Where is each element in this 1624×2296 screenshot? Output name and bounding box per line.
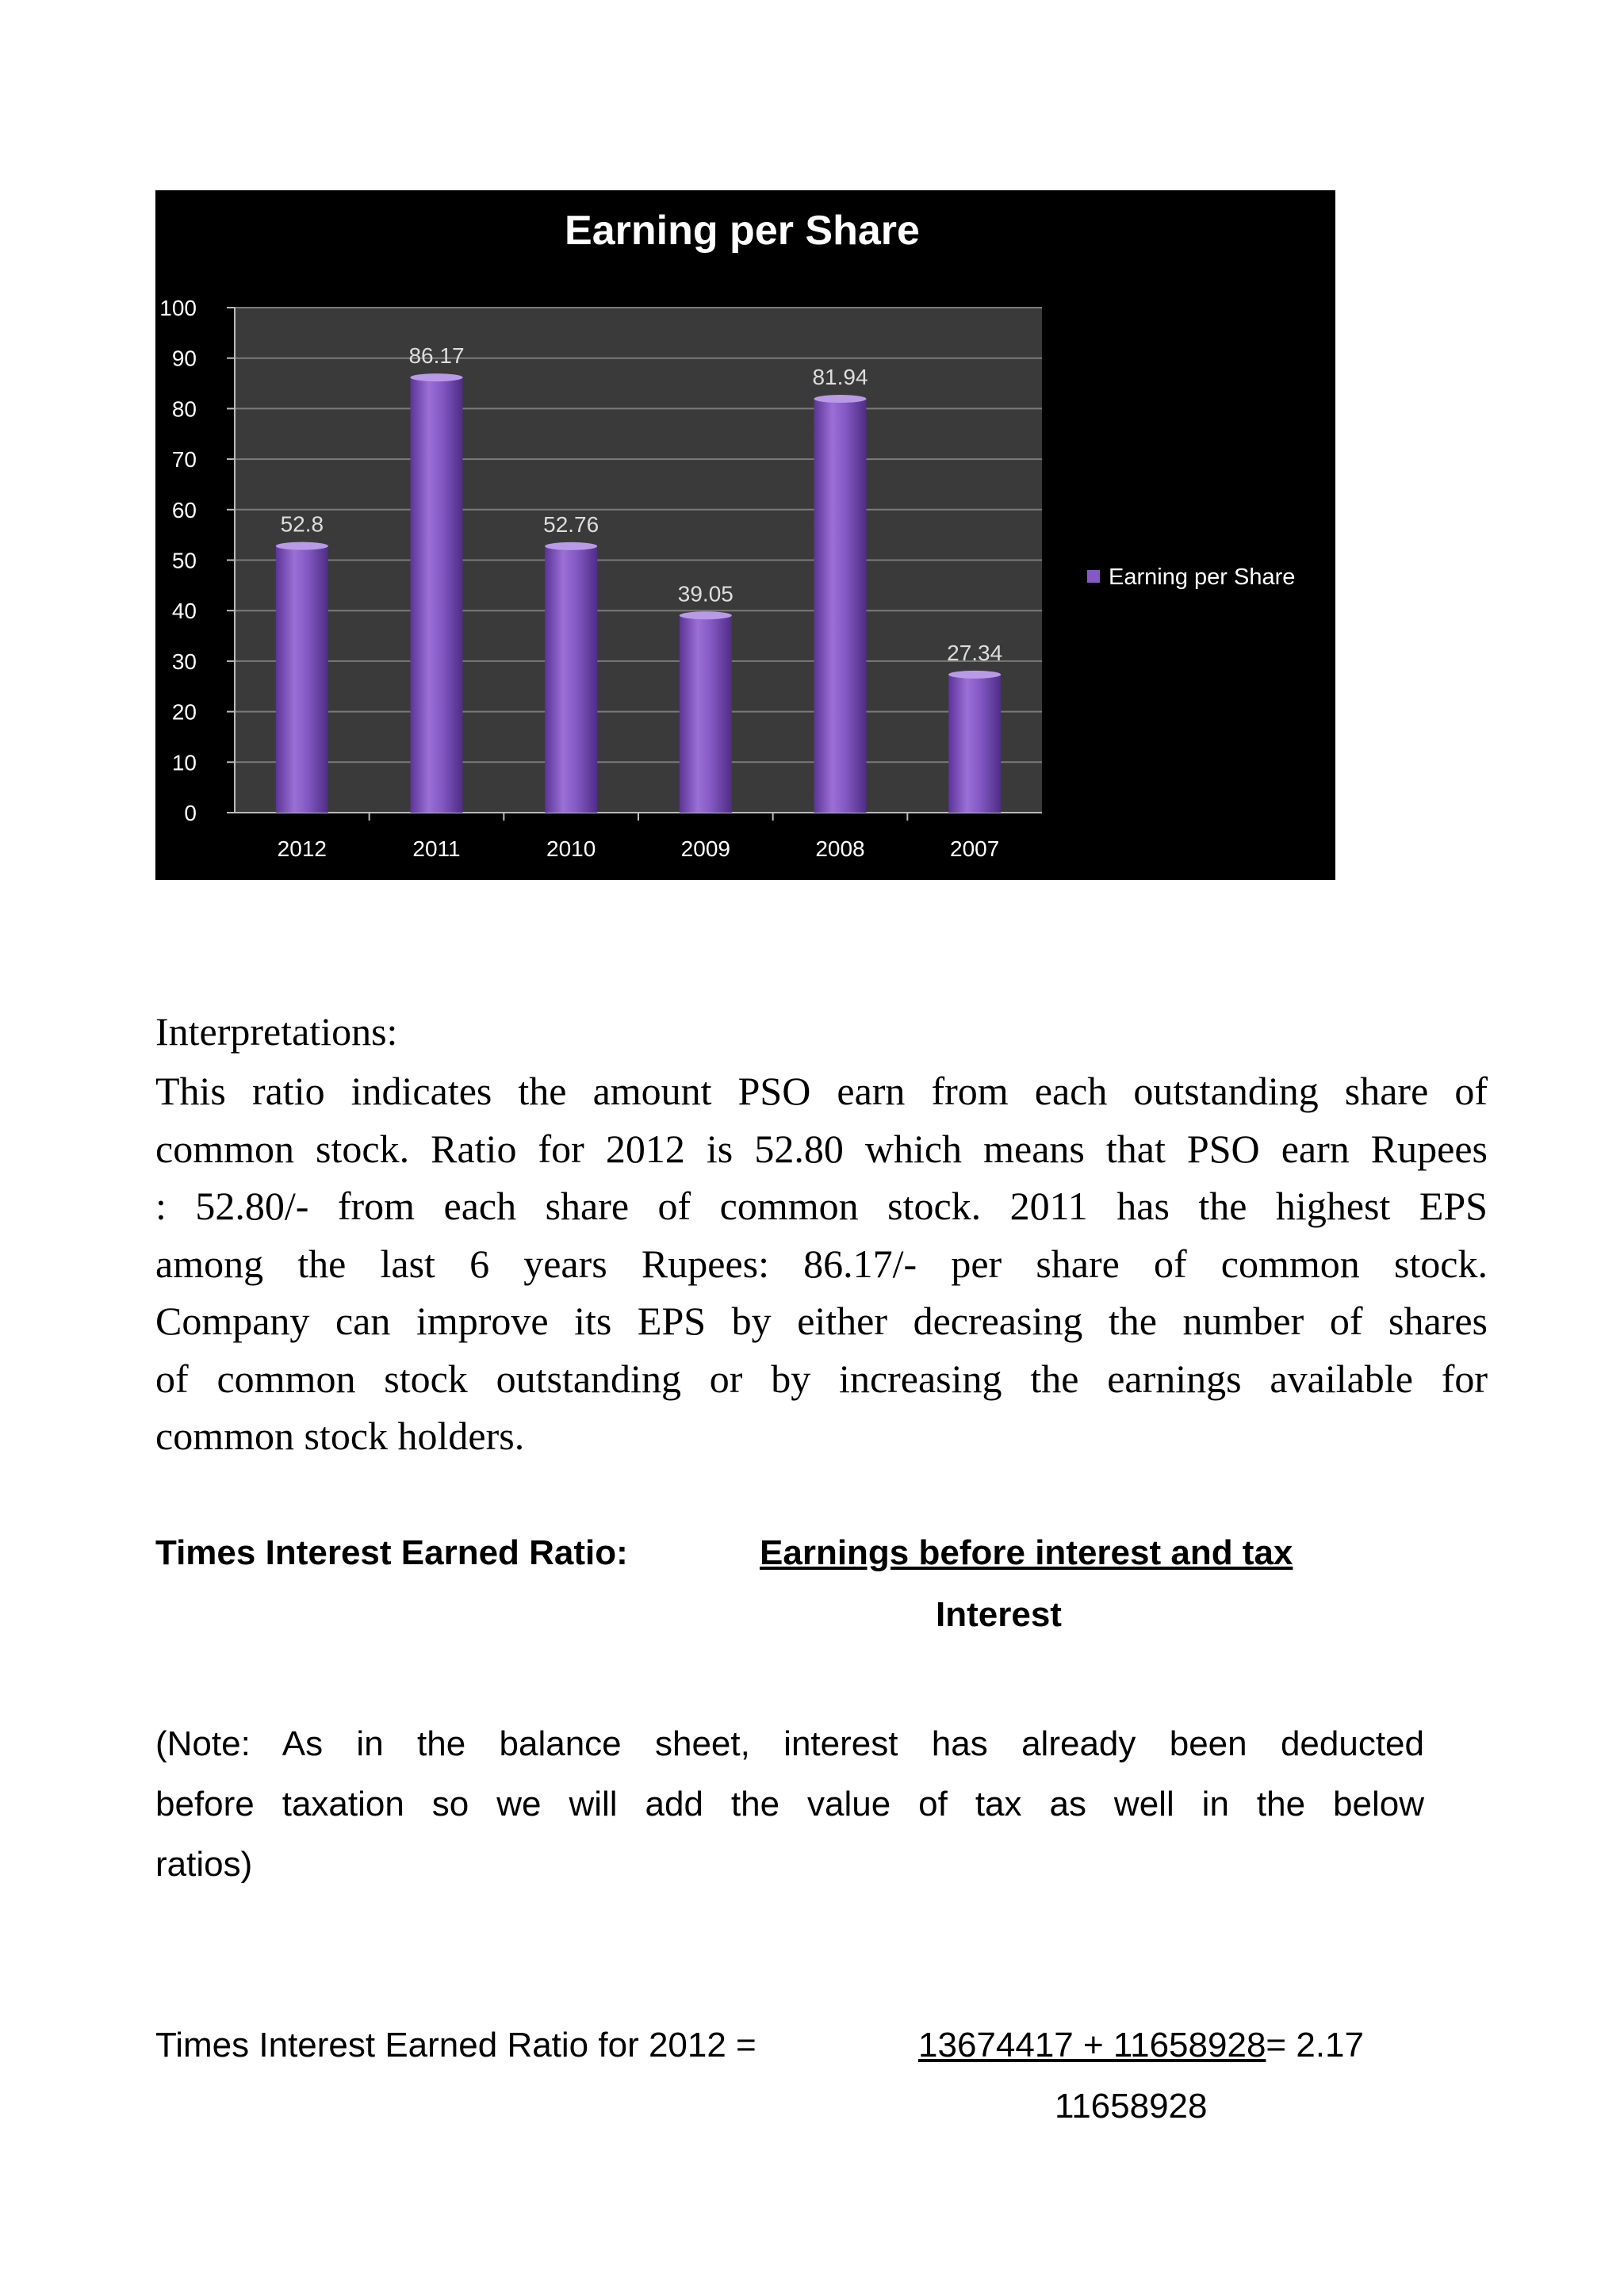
data-label: 52.8	[280, 511, 324, 537]
paragraph-line: Company can improve its EPS by either decreasing the number of shares	[155, 1299, 1488, 1343]
calc-denominator: 11658928	[1055, 2087, 1208, 2126]
bar-cap	[276, 542, 328, 550]
bar-cap	[680, 611, 732, 619]
bar	[276, 546, 328, 813]
note-line: before taxation so we will add the value of tax as well in the below	[155, 1785, 1424, 1823]
note-line: ratios)	[155, 1845, 253, 1884]
x-tick-label: 2009	[680, 836, 730, 861]
paragraph-line: : 52.80/- from each share of common stock. 2011 has the highest EPS	[155, 1184, 1488, 1228]
data-label: 86.17	[408, 343, 465, 369]
bar-cap	[948, 671, 1001, 679]
bar	[680, 615, 732, 813]
paragraph-line: common stock. Ratio for 2012 is 52.80 which means that PSO earn Rupees	[155, 1126, 1488, 1171]
tie-label: Times Interest Earned Ratio:	[155, 1533, 628, 1572]
data-label: 39.05	[677, 581, 733, 607]
interpretations-paragraph	[155, 1062, 1488, 1465]
x-tick-label: 2011	[412, 836, 461, 861]
tie-denominator: Interest	[936, 1595, 1062, 1634]
y-tick-label: 100	[159, 296, 197, 320]
bar	[411, 377, 463, 813]
data-label: 52.76	[543, 511, 599, 537]
y-tick-label: 30	[171, 649, 197, 674]
calc-label: Times Interest Earned Ratio for 2012 =	[155, 2026, 756, 2064]
y-tick-label: 70	[171, 447, 197, 473]
bar	[814, 399, 867, 813]
paragraph-line: of common stock outstanding or by increasing the earnings available for	[155, 1356, 1488, 1401]
calc-fraction	[918, 2026, 1364, 2065]
y-tick-label: 50	[171, 548, 197, 573]
legend-swatch	[1087, 570, 1100, 583]
chart-title: Earning per Share	[565, 208, 920, 254]
y-tick-label: 80	[171, 396, 197, 422]
y-tick-label: 10	[171, 750, 197, 775]
x-tick-label: 2012	[277, 836, 327, 861]
legend	[1087, 564, 1295, 590]
note-paragraph	[155, 1714, 1424, 1895]
bar-cap	[814, 395, 867, 403]
x-tick-label: 2007	[950, 836, 1000, 861]
eps-chart	[155, 190, 1335, 880]
y-tick-label: 60	[171, 497, 197, 522]
paragraph-line: among the last 6 years Rupees: 86.17/- per share of common stock.	[155, 1241, 1488, 1286]
paragraph-line: This ratio indicates the amount PSO earn from each outstanding share of	[155, 1069, 1488, 1113]
bar	[948, 675, 1001, 813]
bar-cap	[545, 542, 597, 550]
calc-numerator: 13674417 + 11658928	[918, 2026, 1266, 2064]
x-tick-label: 2010	[546, 836, 596, 861]
paragraph-line: common stock holders.	[155, 1414, 525, 1458]
x-axis-ticks	[278, 813, 1000, 861]
calc-result: = 2.17	[1266, 2026, 1364, 2064]
x-tick-label: 2008	[815, 836, 865, 861]
note-line: (Note: As in the balance sheet, interest has already been deducted	[155, 1724, 1424, 1763]
bar	[545, 546, 597, 813]
y-tick-label: 40	[171, 599, 197, 624]
data-label: 81.94	[812, 365, 868, 390]
legend-label: Earning per Share	[1109, 564, 1296, 590]
tie-numerator: Earnings before interest and tax	[760, 1533, 1293, 1572]
interpretations-title: Interpretations:	[155, 1009, 398, 1054]
data-label: 27.34	[947, 640, 1003, 665]
eps-chart-svg	[155, 190, 1335, 880]
y-tick-label: 20	[171, 699, 197, 725]
y-tick-label: 90	[171, 346, 197, 371]
y-tick-label: 0	[184, 801, 197, 825]
bar-cap	[411, 373, 463, 381]
